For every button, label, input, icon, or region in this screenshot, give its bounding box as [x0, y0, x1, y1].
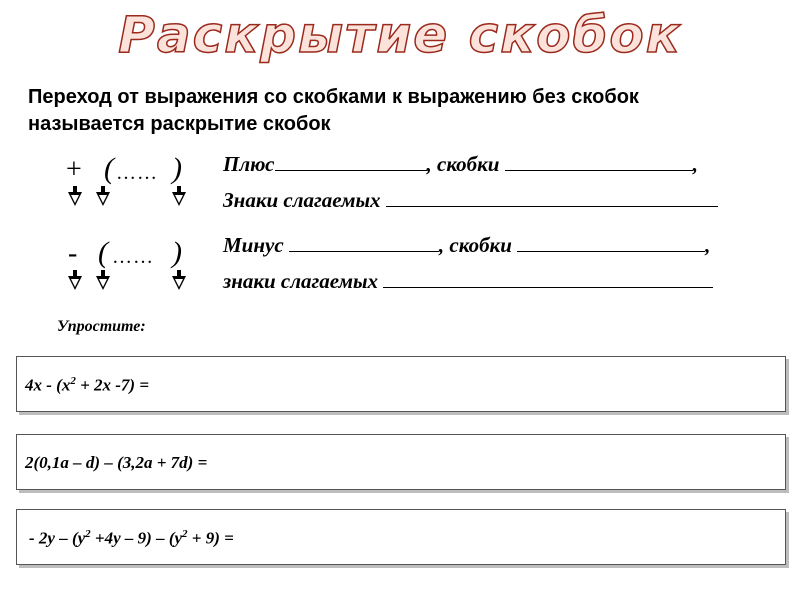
answer-blank[interactable] [383, 271, 713, 288]
answer-blank[interactable] [386, 190, 718, 207]
task-box-3[interactable] [16, 509, 786, 565]
open-paren: ( [104, 152, 114, 185]
terms-signs-label: Знаки слагаемых [223, 188, 381, 212]
down-arrow-icon [68, 186, 82, 206]
minus-bracket-diagram [64, 236, 194, 300]
down-arrow-icon [172, 186, 186, 206]
terms-signs-label: знаки слагаемых [223, 269, 379, 293]
plus-rule-line-1: Плюс , скобки , [223, 152, 698, 176]
answer-blank[interactable] [275, 154, 427, 171]
definition-text: Переход от выражения со скобками к выражению без скобок называется раскрытие скобок [28, 86, 639, 135]
close-paren: ) [172, 152, 182, 185]
brackets-label: , скобки [426, 152, 500, 176]
task-box-2[interactable] [16, 434, 786, 490]
down-arrow-icon [172, 270, 186, 290]
task-box-1[interactable] [16, 356, 786, 412]
minus-rule-line-2 [223, 269, 713, 294]
close-paren: ) [172, 236, 182, 269]
dots: …… [112, 246, 154, 268]
open-paren: ( [98, 236, 108, 269]
plus-bracket-diagram [64, 152, 194, 216]
task-expression: $4х - (х^2 + 2х$ -7) = [25, 375, 150, 395]
answer-blank[interactable] [517, 235, 705, 252]
down-arrow-icon [96, 270, 110, 290]
down-arrow-icon [96, 186, 110, 206]
page-title: Раскрытие скобок [118, 6, 682, 64]
minus-rule-line-1: Минус , скобки , [223, 233, 711, 257]
minus-label: Минус [223, 233, 284, 257]
answer-blank[interactable] [289, 235, 439, 252]
down-arrow-icon [68, 270, 82, 290]
answer-blank[interactable] [505, 154, 693, 171]
plus-rule-line-2 [223, 188, 718, 213]
simplify-label: Упростите: [57, 318, 146, 335]
task-expression: 2(0,1а – d) – (3,2а + 7d) = [25, 453, 208, 472]
plus-label: Плюс [223, 152, 275, 176]
brackets-label: , скобки [438, 233, 512, 257]
task-expression: - $2у - (у^2 +4у - 9) - (у^2 + 9)$ = [29, 528, 234, 548]
plus-sign: + [66, 154, 82, 185]
dots: …… [116, 162, 158, 184]
minus-sign: - [68, 238, 78, 269]
